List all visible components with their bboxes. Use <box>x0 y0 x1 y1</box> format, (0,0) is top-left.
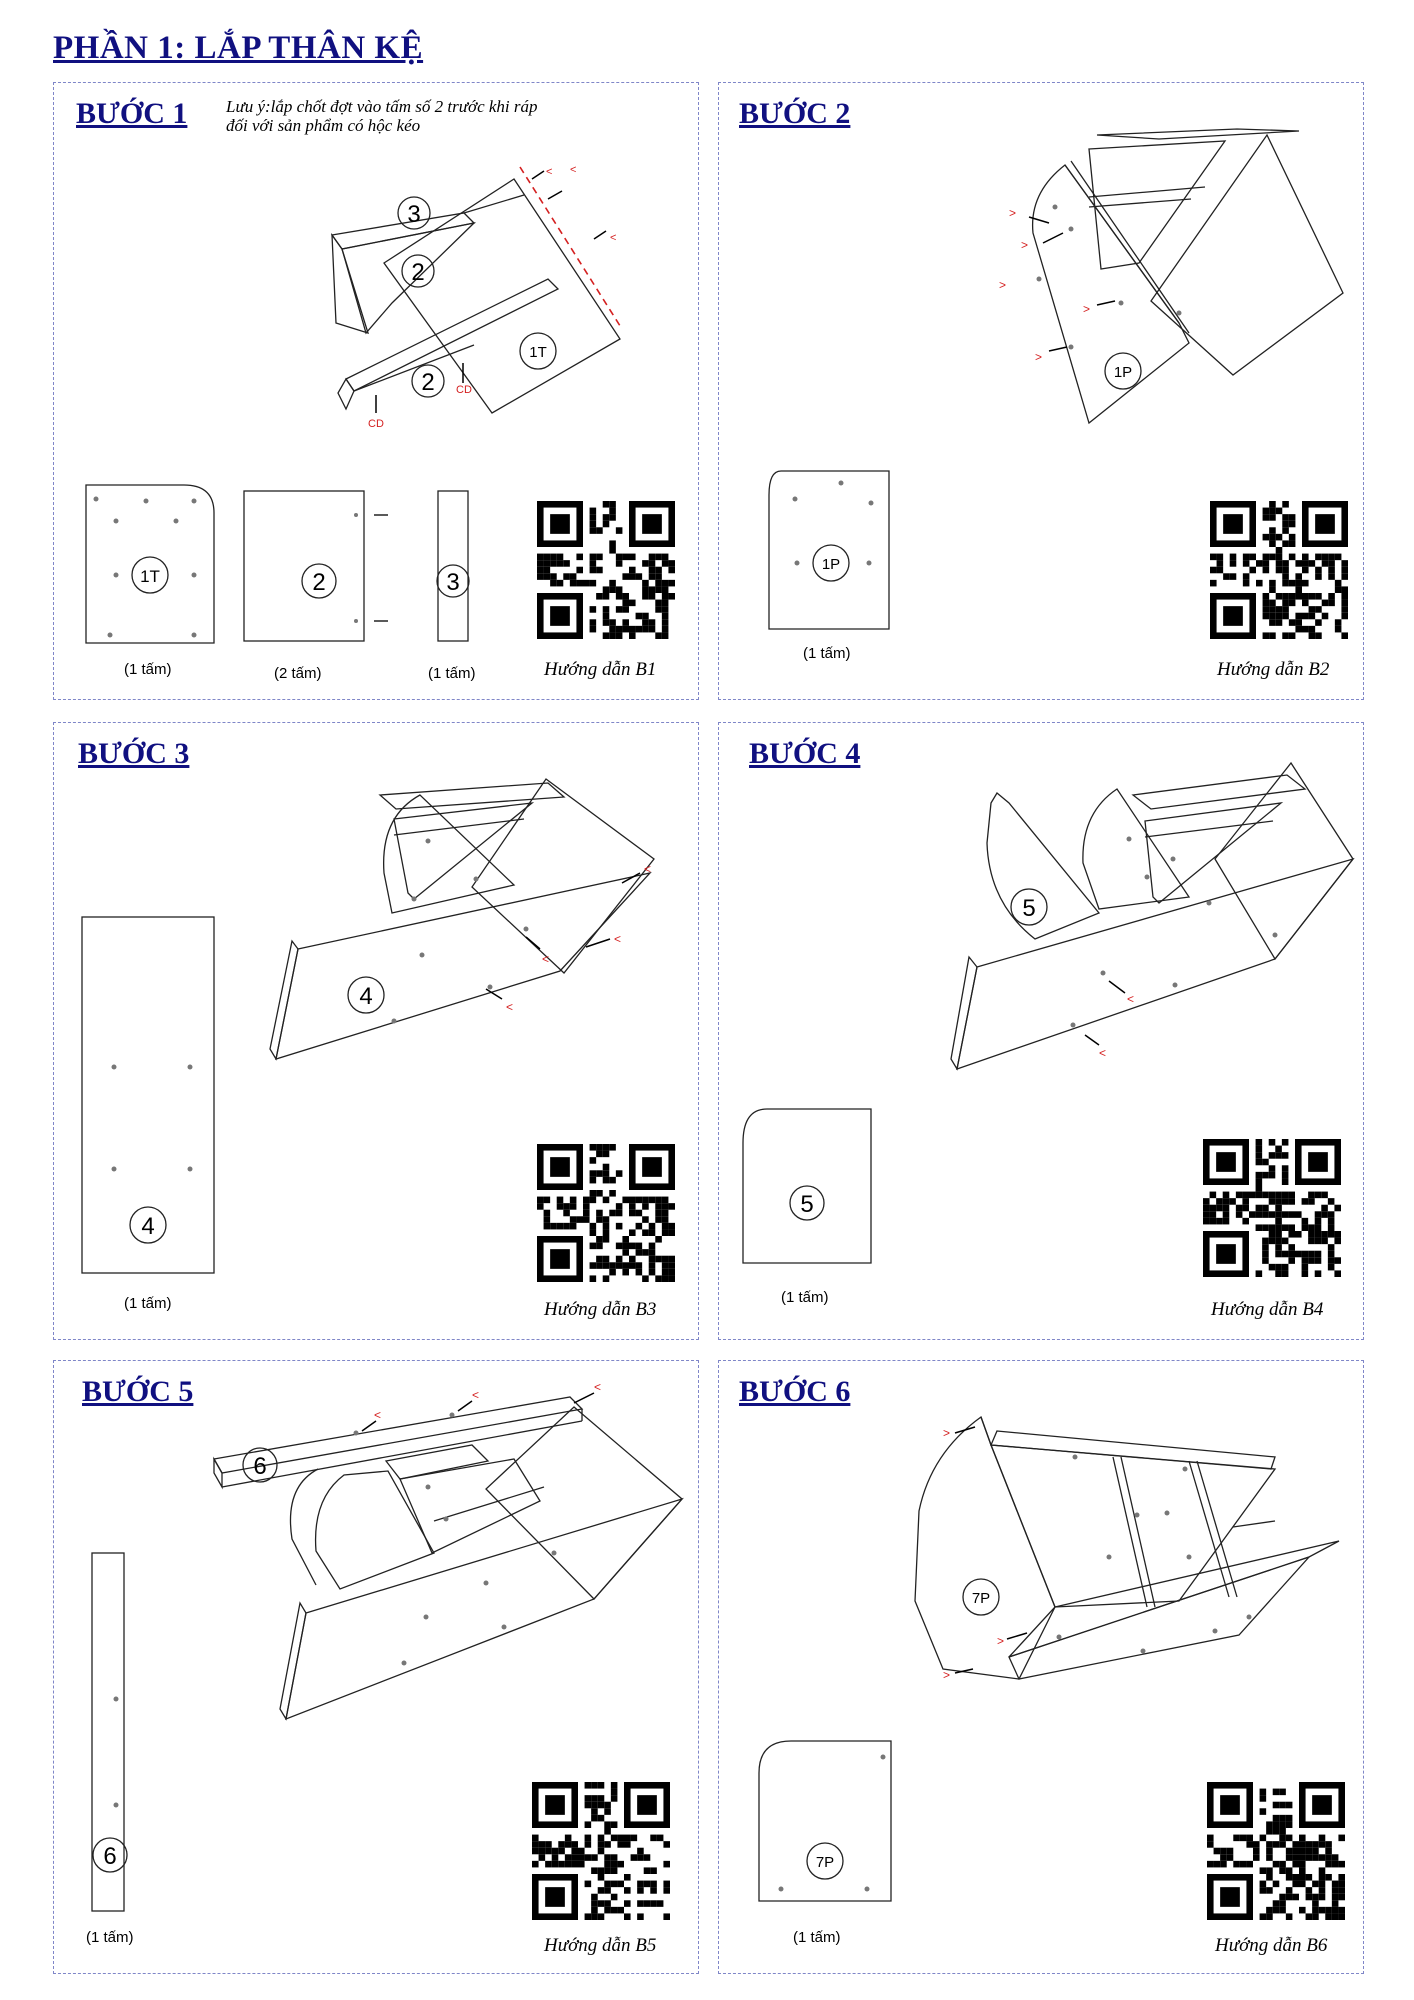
step-1-note-line1: Lưu ý:lắp chốt đợt vào tấm số 2 trước khi ráp <box>226 97 538 116</box>
part-label: 1P <box>821 556 841 573</box>
part-qty: (1 tấm) <box>428 665 476 682</box>
part-qty: (1 tấm) <box>86 1929 134 1946</box>
svg-text:<: < <box>614 932 622 946</box>
part-label: 3 <box>446 569 460 596</box>
assembly-label: 1T <box>529 344 547 361</box>
assembly-label: 5 <box>1022 895 1036 922</box>
svg-text:>: > <box>1009 206 1017 220</box>
step-2-panel <box>718 82 1364 700</box>
guide-label: Hướng dẫn B3 <box>544 1299 657 1320</box>
cd-label: CD <box>368 418 384 430</box>
page-title: PHẦN 1: LẮP THÂN KỆ <box>53 30 424 66</box>
svg-text:<: < <box>644 862 652 876</box>
qr-code-icon[interactable] <box>1207 1782 1345 1920</box>
svg-text:<: < <box>542 952 550 966</box>
step-4-panel <box>718 722 1364 1340</box>
part-qty: (1 tấm) <box>124 1295 172 1312</box>
svg-text:>: > <box>999 278 1007 292</box>
svg-text:<: < <box>570 164 577 176</box>
step-6-title: BƯỚC 6 <box>739 1375 851 1408</box>
svg-text:<: < <box>594 1380 602 1394</box>
part-label: 6 <box>103 1843 117 1870</box>
part-label: 2 <box>312 569 326 596</box>
qr-code-icon[interactable] <box>537 1144 675 1282</box>
part-qty: (1 tấm) <box>793 1929 841 1946</box>
step-3-panel <box>53 722 699 1340</box>
step-1-panel <box>53 82 699 700</box>
step-5-title: BƯỚC 5 <box>82 1375 194 1408</box>
part-qty: (1 tấm) <box>781 1289 829 1306</box>
part-qty: (1 tấm) <box>803 645 851 662</box>
svg-text:>: > <box>943 1426 951 1440</box>
svg-text:<: < <box>610 232 617 244</box>
part-label: 7P <box>815 1854 835 1871</box>
svg-text:<: < <box>506 1000 514 1014</box>
guide-label: Hướng dẫn B4 <box>1211 1299 1324 1320</box>
guide-label: Hướng dẫn B6 <box>1215 1935 1328 1956</box>
part-label: 4 <box>141 1213 155 1240</box>
qr-code-icon[interactable] <box>1203 1139 1341 1277</box>
svg-text:>: > <box>943 1668 951 1682</box>
assembly-label: 1P <box>1113 364 1133 381</box>
qr-code-icon[interactable] <box>537 501 675 639</box>
step-1-note-line2: đối với sản phẩm có hộc kéo <box>226 116 421 135</box>
svg-text:>: > <box>997 1634 1005 1648</box>
part-qty: (1 tấm) <box>124 661 172 678</box>
assembly-label: 2 <box>421 369 435 396</box>
part-label: 1T <box>140 567 160 586</box>
step-2-title: BƯỚC 2 <box>739 97 851 130</box>
svg-text:>: > <box>1035 350 1043 364</box>
assembly-label: 7P <box>971 1590 991 1607</box>
step-1-title: BƯỚC 1 <box>76 97 188 130</box>
qr-code-icon[interactable] <box>1210 501 1348 639</box>
svg-text:<: < <box>472 1388 480 1402</box>
guide-label: Hướng dẫn B2 <box>1217 659 1330 680</box>
assembly-label: 2 <box>411 259 425 286</box>
assembly-label: 6 <box>253 1453 267 1480</box>
step-6-panel <box>718 1360 1364 1974</box>
svg-text:<: < <box>374 1408 382 1422</box>
cd-label: CD <box>456 384 472 396</box>
qr-code-icon[interactable] <box>532 1782 670 1920</box>
step-4-title: BƯỚC 4 <box>749 737 861 770</box>
svg-text:>: > <box>1021 238 1029 252</box>
svg-text:>: > <box>1083 302 1091 316</box>
part-label: 5 <box>800 1191 814 1218</box>
svg-text:<: < <box>546 166 553 178</box>
svg-text:<: < <box>1127 992 1135 1006</box>
part-qty: (2 tấm) <box>274 665 322 682</box>
step-5-panel <box>53 1360 699 1974</box>
assembly-label: 4 <box>359 983 373 1010</box>
guide-label: Hướng dẫn B5 <box>544 1935 657 1956</box>
svg-text:<: < <box>1099 1046 1107 1060</box>
guide-label: Hướng dẫn B1 <box>544 659 657 680</box>
step-3-title: BƯỚC 3 <box>78 737 190 770</box>
assembly-label: 3 <box>407 201 421 228</box>
